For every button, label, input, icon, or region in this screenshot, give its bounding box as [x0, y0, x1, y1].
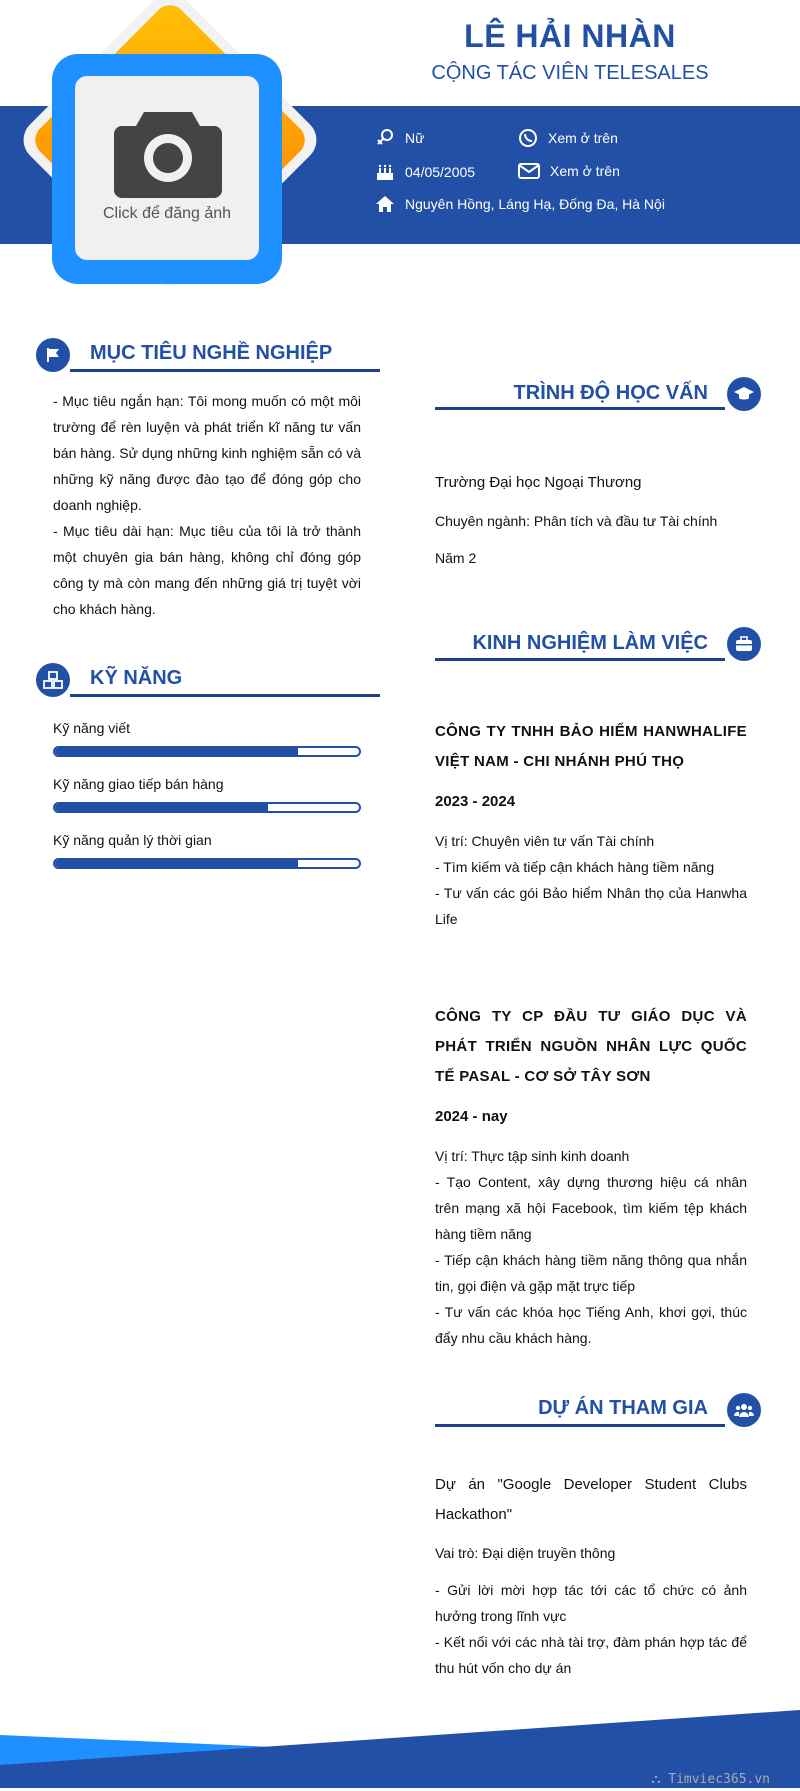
email-row: [518, 162, 620, 180]
graduation-cap-icon: [734, 386, 754, 402]
job-duty: - Tư vấn các gói Bảo hiểm Nhân thọ của Hanwha Life: [435, 885, 747, 927]
objective-short-term: - Mục tiêu ngắn hạn: Tôi mong muốn có một môi trường để rèn luyện và phát triển kĩ năng tư vấn bán hàng. Sử dụng những kinh nghiệm sẵn có và những kỹ năng được đào tạo để đóng góp cho doanh nghiệp.: [53, 393, 361, 513]
phone-value[interactable]: Xem ở trên: [548, 130, 618, 146]
objective-long-term: - Mục tiêu dài hạn: Mục tiêu của tôi là trở thành một chuyên gia bán hàng, không chỉ đóng góp công ty mà còn mang đến những giá trị tuyệt vời cho khách hàng.: [53, 523, 361, 617]
skill-bar-fill: [55, 748, 298, 755]
address-value: Nguyên Hồng, Láng Hạ, Đống Đa, Hà Nội: [405, 196, 665, 212]
gender-icon: [375, 128, 395, 148]
objective-title: MỤC TIÊU NGHỀ NGHIỆP: [90, 342, 333, 364]
job-company: CÔNG TY CP ĐẦU TƯ GIÁO DỤC VÀ PHÁT TRIỂN NGUỒN NHÂN LỰC QUỐC TẾ PASAL - CƠ SỞ TÂY SƠN: [435, 1008, 747, 1085]
birthday-row: [375, 162, 475, 182]
education-section-icon: [727, 377, 761, 411]
projects-section-icon: [727, 1393, 761, 1427]
gender-value: Nữ: [405, 130, 425, 146]
skill-bar-fill: [55, 860, 298, 867]
job-duty: - Tiếp cận khách hàng tiềm năng thông qua nhắn tin, gọi điện và gặp mặt trực tiếp: [435, 1252, 747, 1294]
project-role: Vai trò: Đại diện truyền thông: [435, 1545, 616, 1561]
skill-label: Kỹ năng viết: [53, 720, 131, 736]
job-period: 2023 - 2024: [435, 793, 516, 810]
education-school: Trường Đại học Ngoại Thương: [435, 474, 642, 491]
phone-row: [518, 128, 618, 148]
candidate-name: LÊ HẢI NHÀN: [464, 18, 676, 54]
cubes-icon: [43, 671, 63, 689]
users-icon: [734, 1402, 754, 1418]
skills-title: KỸ NĂNG: [90, 667, 183, 689]
email-value[interactable]: Xem ở trên: [550, 163, 620, 179]
home-icon: [375, 195, 395, 213]
flag-icon: [45, 347, 61, 363]
watermark-icon: ⛬: [651, 1772, 669, 1787]
skill-bar: [53, 802, 361, 813]
skills-underline: [70, 694, 380, 697]
skill-label: Kỹ năng quản lý thời gian: [53, 832, 212, 848]
experience-underline: [435, 658, 725, 661]
cake-icon: [375, 162, 395, 182]
job-position: Vị trí: Chuyên viên tư vấn Tài chính: [435, 833, 655, 849]
whatsapp-icon: [518, 128, 538, 148]
job-company: CÔNG TY TNHH BẢO HIỂM HANWHALIFE VIỆT NAM - CHI NHÁNH PHÚ THỌ: [435, 723, 747, 770]
project-duty: - Kết nối với các nhà tài trợ, đàm phán hợp tác để thu hút vốn cho dự án: [435, 1634, 747, 1676]
watermark-text: Timviec365.vn: [668, 1772, 770, 1787]
skill-bar: [53, 858, 361, 869]
projects-underline: [435, 1424, 725, 1427]
envelope-icon: [518, 162, 540, 180]
address-row: [375, 195, 665, 213]
skill-label: Kỹ năng giao tiếp bán hàng: [53, 776, 224, 792]
job-period: 2024 - nay: [435, 1108, 508, 1125]
education-major: Chuyên ngành: Phân tích và đầu tư Tài chính: [435, 513, 718, 529]
avatar-upload[interactable]: [75, 76, 259, 260]
objective-underline: [70, 369, 380, 372]
education-title: TRÌNH ĐỘ HỌC VẤN: [513, 382, 708, 404]
camera-icon: [114, 102, 222, 198]
job-duty: - Tạo Content, xây dựng thương hiệu cá nhân trên mạng xã hội Facebook, tìm kiếm tệp khách hàng tiềm năng: [435, 1174, 747, 1242]
skill-bar-fill: [55, 804, 268, 811]
projects-title: DỰ ÁN THAM GIA: [538, 1397, 708, 1419]
briefcase-icon: [735, 636, 753, 652]
gender-row: [375, 128, 424, 148]
education-year: Năm 2: [435, 550, 477, 566]
project-duty: - Gửi lời mời hợp tác tới các tổ chức có ảnh hưởng trong lĩnh vực: [435, 1582, 747, 1624]
job-title: CỘNG TÁC VIÊN TELESALES: [431, 62, 709, 84]
job-position: Vị trí: Thực tập sinh kinh doanh: [435, 1148, 630, 1164]
upload-label[interactable]: Click để đăng ảnh: [102, 205, 232, 222]
footer-watermark: [651, 1772, 770, 1787]
birthday-value: 04/05/2005: [405, 164, 476, 180]
job-duty: - Tư vấn các khóa học Tiếng Anh, khơi gợi, thúc đẩy nhu cầu khách hàng.: [435, 1304, 747, 1346]
education-underline: [435, 407, 725, 410]
skill-bar: [53, 746, 361, 757]
experience-title: KINH NGHIỆM LÀM VIỆC: [472, 632, 708, 654]
skills-section-icon: [36, 663, 70, 697]
objective-section-icon: [36, 338, 70, 372]
project-name: Dự án "Google Developer Student Clubs Hackathon": [435, 1476, 747, 1523]
experience-section-icon: [727, 627, 761, 661]
job-duty: - Tìm kiếm và tiếp cận khách hàng tiềm năng: [435, 859, 715, 875]
